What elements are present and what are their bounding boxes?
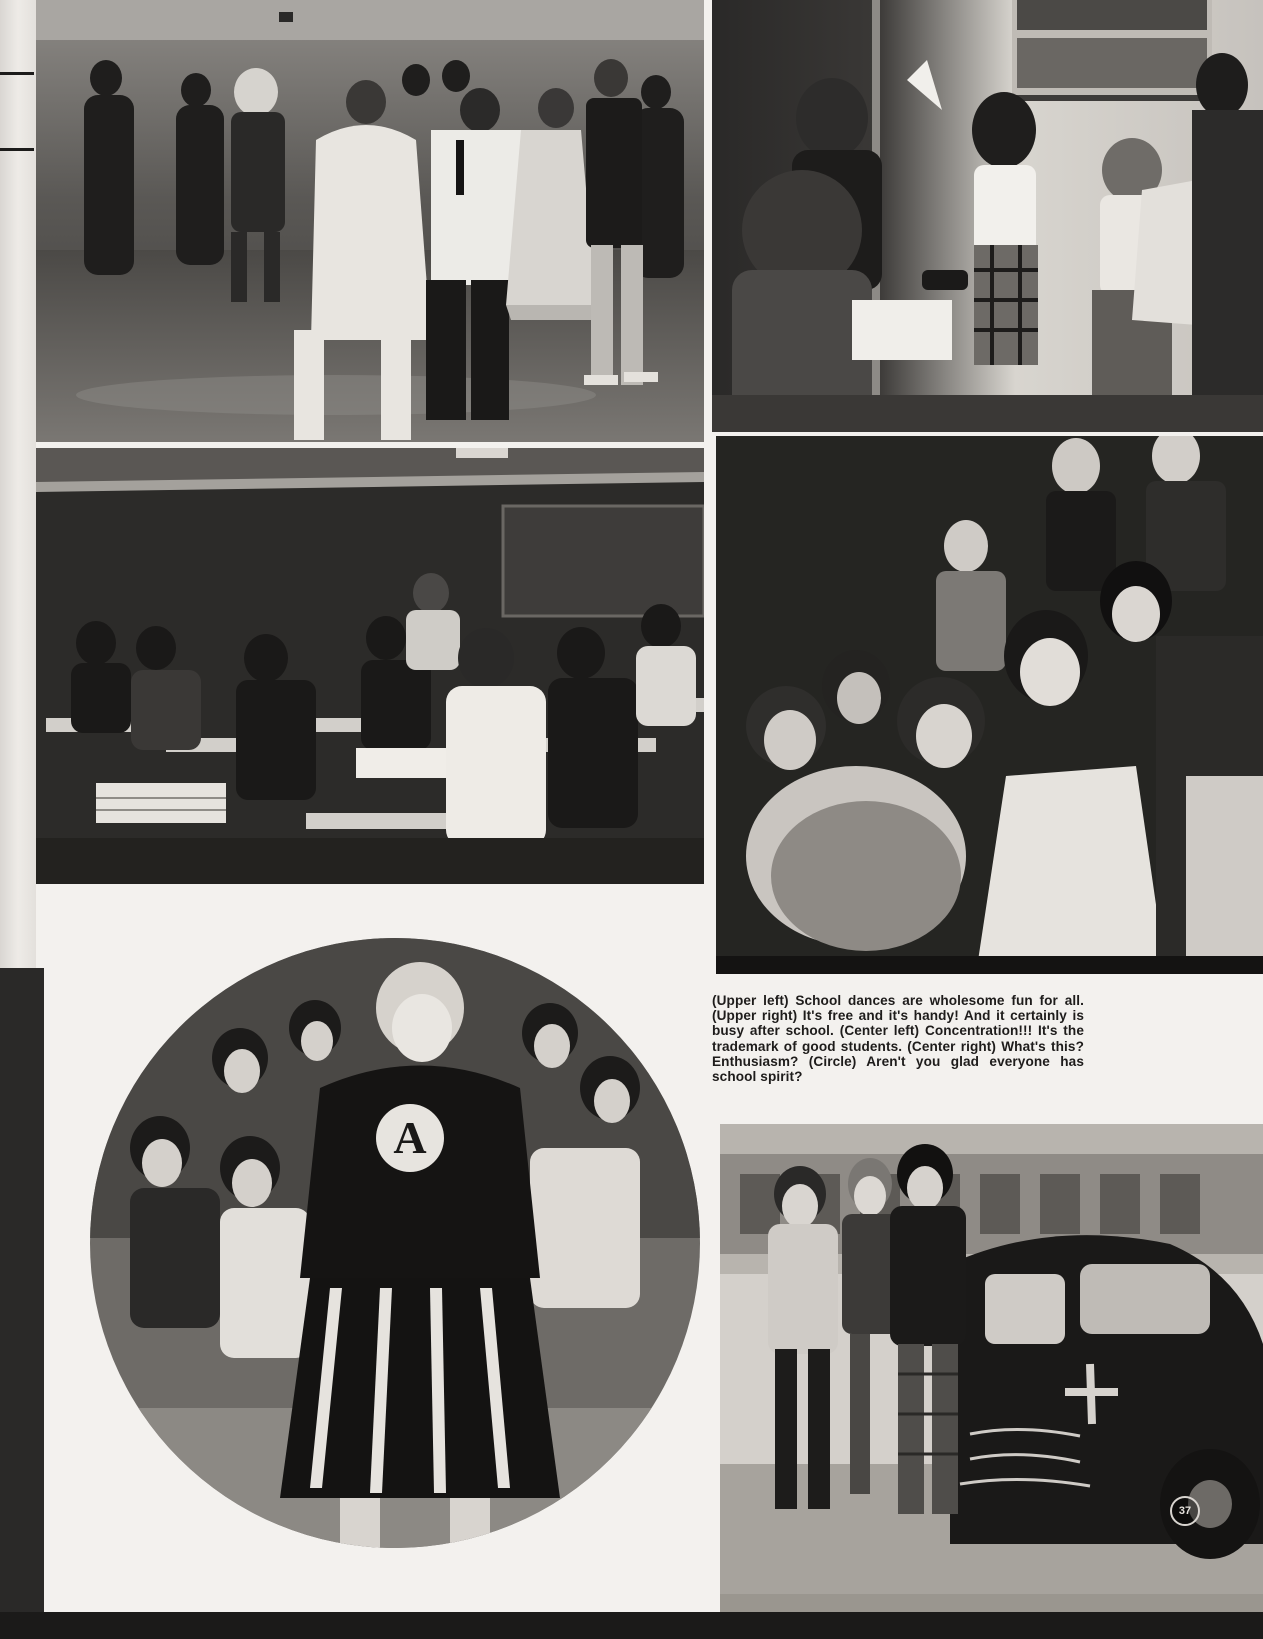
photo-school-dance [36,0,704,442]
sweater-letter-emblem: A [393,1112,427,1163]
photo-telephone [712,0,1263,432]
car-photo-image [720,1124,1263,1612]
telephone-photo-image [712,0,1263,432]
enthusiasm-photo-image [716,436,1263,974]
photo-cheerleader-circle [90,938,700,1548]
binding-mark [0,72,34,75]
binding-shadow [0,968,44,1616]
photo-caption: (Upper left) School dances are wholesome fun for all. (Upper right) It's free and it's handy! And it certainly is busy after school. (Center left) Concentration!!! It's the trademark of good students. (Center right) What's this? Enthusiasm? (Circle) Aren't you glad everyone has school spirit? [712,993,1084,1085]
page-number-badge: 37 [1170,1496,1200,1526]
page-bottom-edge [0,1612,1263,1639]
classroom-photo-image [36,448,704,884]
binding-mark [0,148,34,151]
photo-classroom [36,448,704,884]
photo-enthusiasm [716,436,1263,974]
dance-photo-image [36,0,704,442]
photo-decorated-car [720,1124,1263,1612]
cheerleader-photo-image [90,938,700,1548]
